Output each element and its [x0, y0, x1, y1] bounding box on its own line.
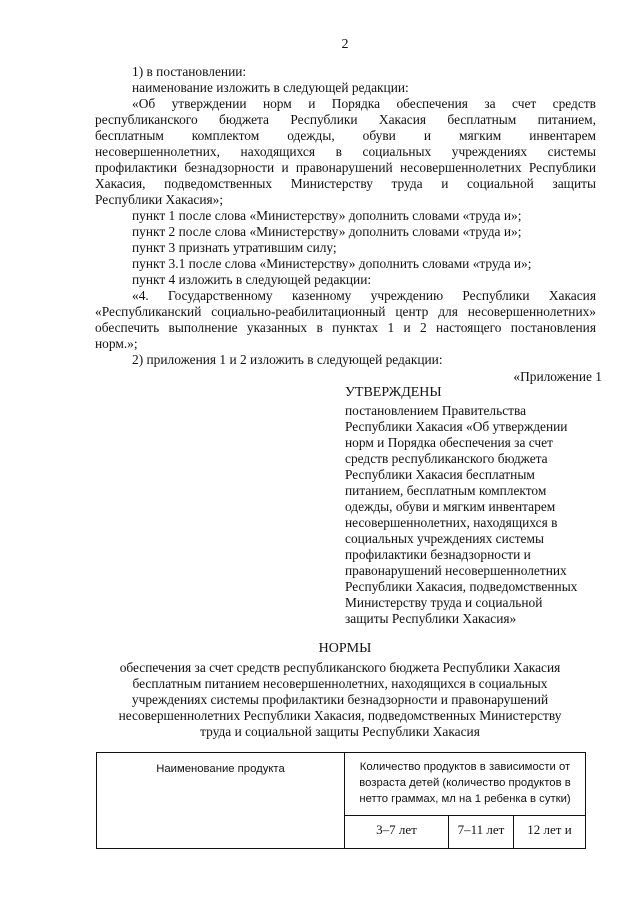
approval-line: средств республиканского бюджета	[345, 451, 548, 466]
point-4-text-line: обеспечить выполнение указанных в пунктах 1 и 2 настоящего постановления	[95, 320, 596, 335]
approved-heading: УТВЕРЖДЕНЫ	[345, 385, 442, 400]
new-title-line: Республики Хакасия»;	[95, 192, 224, 207]
norms-table	[96, 752, 586, 849]
approval-line: несовершеннолетних, находящихся в	[345, 515, 558, 530]
age-group-label: 7–11 лет	[457, 822, 505, 837]
point-4-text-line: «Республиканский социально-реабилитационный центр для несовершеннолетних»	[95, 304, 596, 319]
age-group-cell	[449, 816, 514, 849]
new-title-line: бесплатным комплектом одежды, обуви и мягким инвентарем	[95, 128, 596, 143]
point-3-amendment: пункт 3 признать утратившим силу;	[132, 240, 337, 255]
amendment-item-1: 1) в постановлении:	[132, 64, 247, 79]
approval-line: Республики Хакасия «Об утверждении	[345, 419, 568, 434]
point-1-amendment: пункт 1 после слова «Министерству» дополнить словами «труда и»;	[132, 208, 522, 223]
new-title-line: «Об утверждении норм и Порядка обеспечения за счет средств	[132, 96, 596, 111]
point-4-amendment: пункт 4 изложить в следующей редакции:	[132, 272, 372, 287]
approval-line: Министерству труда и социальной	[345, 595, 543, 610]
approval-line: питанием, бесплатным комплектом	[345, 483, 547, 498]
approval-line: социальных учреждениях системы	[345, 531, 544, 546]
age-group-label: 3–7 лет	[376, 822, 417, 837]
product-name-header-label: Наименование продукта	[156, 763, 285, 775]
quantity-header	[345, 753, 586, 816]
age-group-cell	[514, 816, 586, 849]
new-title-line: республиканского бюджета Республики Хакасия бесплатным питанием,	[95, 112, 596, 127]
approval-line: Республики Хакасия бесплатным	[345, 467, 535, 482]
approval-line: профилактики безнадзорности и	[345, 547, 531, 562]
approval-line: Республики Хакасия, подведомственных	[345, 579, 578, 594]
approval-line: правонарушений несовершеннолетних	[345, 563, 567, 578]
new-title-line: несовершеннолетних, находящихся в социальных учреждениях системы	[95, 144, 596, 159]
point-4-text-line: норм.»;	[95, 336, 138, 351]
quantity-header-line: нетто граммах, мл на 1 ребенка в сутки)	[359, 793, 571, 805]
norms-subtitle-line: труда и социальной защиты Республики Хакасия	[200, 724, 480, 739]
norms-heading: НОРМЫ	[318, 641, 372, 656]
table-header-row	[97, 753, 586, 816]
norms-subtitle-line: обеспечения за счет средств республиканского бюджета Республики Хакасия	[119, 660, 561, 675]
age-group-label: 12 лет и	[527, 822, 572, 837]
age-group-cell	[345, 816, 449, 849]
norms-subtitle-line: несовершеннолетних Республики Хакасия, подведомственных Министерству	[118, 708, 562, 723]
appendix-label: «Приложение 1	[513, 369, 602, 384]
quantity-header-line: возраста детей (количество продуктов в	[359, 777, 571, 789]
quantity-header-line: Количество продуктов в зависимости от	[359, 761, 571, 773]
point-4-text-line: «4. Государственному казенному учреждению Республики Хакасия	[132, 288, 596, 303]
amendment-item-2: 2) приложения 1 и 2 изложить в следующей редакции:	[132, 352, 443, 367]
approval-line: одежды, обуви и мягким инвентарем	[345, 499, 556, 514]
product-name-header	[97, 753, 345, 849]
point-3-1-amendment: пункт 3.1 после слова «Министерству» дополнить словами «труда и»;	[132, 256, 532, 271]
norms-subtitle-line: учреждениях системы профилактики безнадзорности и правонарушений	[131, 692, 549, 707]
point-2-amendment: пункт 2 после слова «Министерству» дополнить словами «труда и»;	[132, 224, 522, 239]
new-title-line: профилактики безнадзорности и правонарушений несовершеннолетних Республики	[95, 160, 596, 175]
approval-line: защиты Республики Хакасия»	[345, 611, 517, 626]
approval-block	[345, 403, 577, 627]
new-title-line: Хакасия, подведомственных Министерству труда и социальной защиты	[95, 176, 596, 191]
page-number: 2	[341, 37, 349, 52]
approval-line: постановлением Правительства	[345, 403, 527, 418]
norms-subtitle-line: бесплатным питанием несовершеннолетних, находящихся в социальных	[132, 676, 548, 691]
title-instruction: наименование изложить в следующей редакции:	[132, 80, 409, 95]
approval-line: норм и Порядка обеспечения за счет	[345, 435, 553, 450]
